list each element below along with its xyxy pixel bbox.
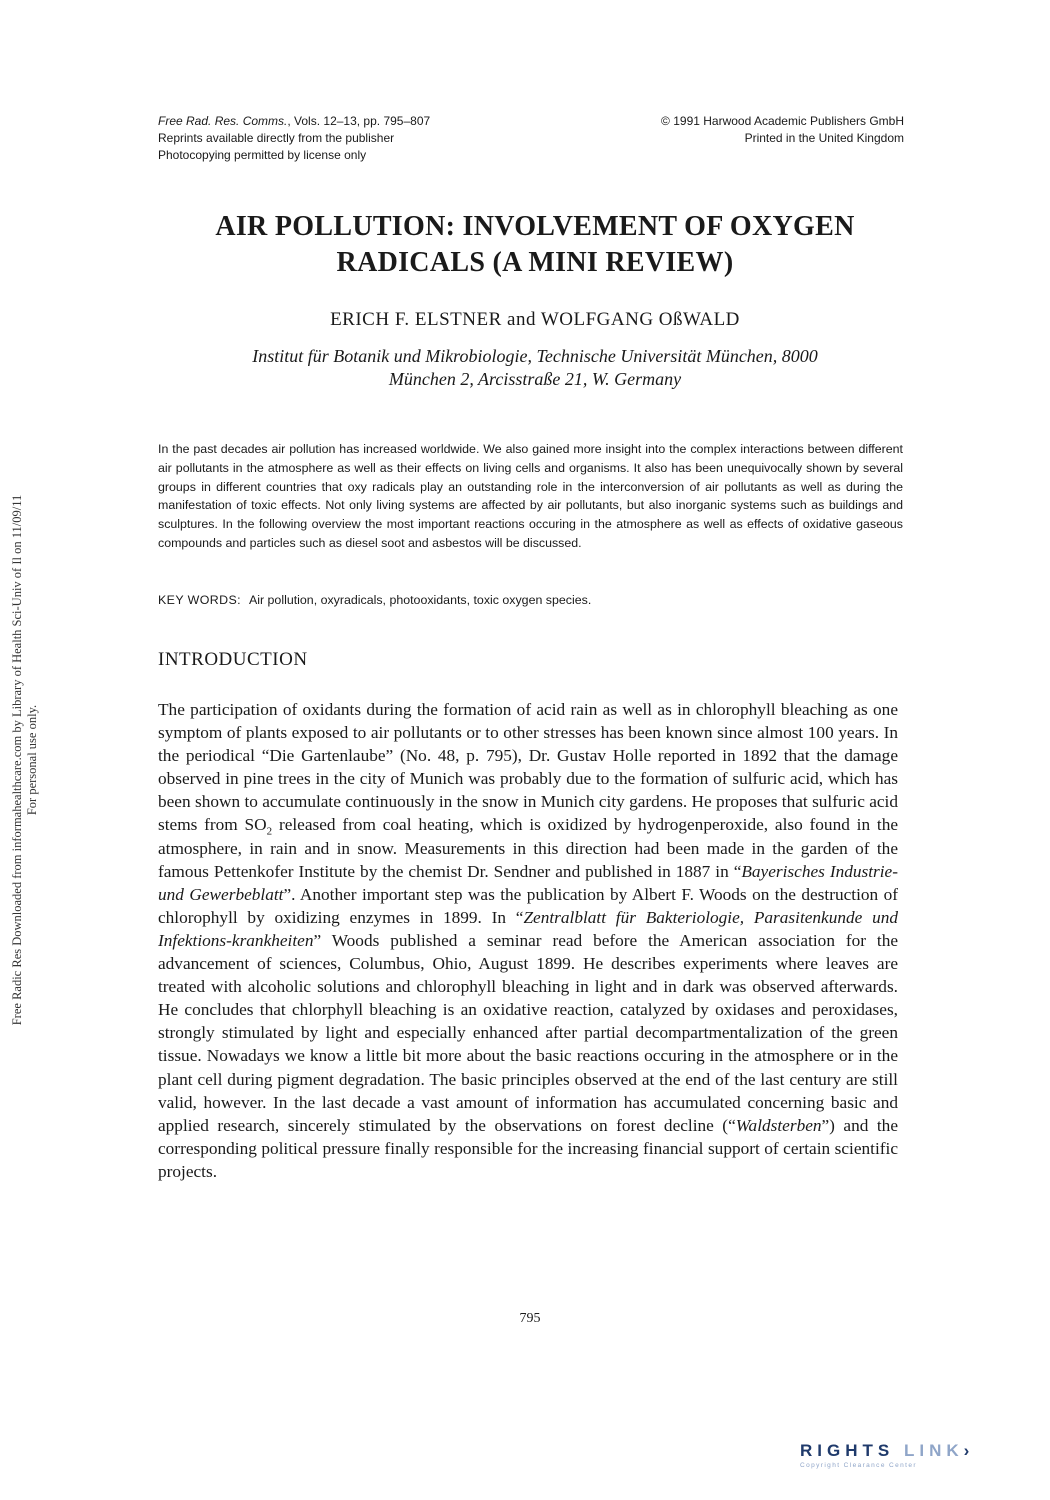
affiliation	[140, 345, 930, 391]
logo-arrow-icon: ›	[963, 1441, 975, 1460]
logo-rights: RIGHTS	[800, 1441, 895, 1460]
keywords	[158, 593, 903, 607]
paper-title	[140, 209, 930, 281]
header-publisher	[574, 113, 904, 147]
body-text-2: released from coal heating, which is oxidized by hydrogenperoxide, also found in the atmosphere, in rain and in snow. Measurements in this direction had been made in the garden of the famous Pettenkofer Institute by the chemist Dr. Sendner and published in 1887 in “	[158, 815, 899, 881]
photocopying-note: Photocopying permitted by license only	[158, 148, 367, 162]
affiliation-line-1: Institut für Botanik und Mikrobiologie, Technische Universität München, 8000	[252, 346, 818, 366]
header-citation	[158, 113, 518, 164]
download-stamp-line-2: For personal use only.	[25, 704, 39, 816]
reprints-note: Reprints available directly from the publisher	[158, 131, 395, 145]
title-line-1: AIR POLLUTION: INVOLVEMENT OF OXYGEN	[215, 211, 855, 242]
authors: ERICH F. ELSTNER and WOLFGANG OßWALD	[330, 309, 740, 330]
so2-subscript: 2	[266, 825, 273, 838]
body-italic-2: Zentralblatt für Bakteriologie, Parasitenkunde und Infektions-krankheiten	[158, 907, 898, 950]
printed-note: Printed in the United Kingdom	[744, 131, 904, 145]
download-stamp-text	[10, 400, 40, 1120]
body-italic-3: Waldsterben	[735, 1115, 822, 1135]
body-text-1: The participation of oxidants during the formation of acid rain as well as in chlorophyll bleaching as one symptom of plants exposed to air pollutants or to other stresses has been known since almost 100 years. In the periodical “Die Gartenlaube” (No. 48, p. 795), Dr. Gustav Holle reported in 1892 that the damage observed in pine trees in the city of Munich was probably due to the formation of sulfuric acid, which has been shown to accumulate continuously in the snow in Munich city gardens. He proposes that sulfuric acid stems from SO	[158, 700, 898, 835]
rightslink-logo[interactable]	[800, 1441, 1005, 1473]
abstract: In the past decades air pollution has increased worldwide. We also gained more insight into the complex interactions between different air pollutants in the atmosphere as well as their effects on living cells and organisms. It also has been unequivocally shown by several groups in different countries that oxy radicals play an outstanding role in the interconversion of air pollutants as well as during the manifestation of toxic effects. Not only living systems are affected by air pollutants, but also inorganic systems such as buildings and sculptures. In the following overview the most important reactions occuring in the atmosphere as well as effects of oxidative gaseous compounds and particles such as diesel soot and asbestos will be discussed.	[158, 442, 903, 550]
keywords-label: KEY WORDS:	[158, 593, 241, 607]
body-text-3: ”. Another important step was the publication by Albert F. Woods on the destruction of chlorophyll by oxidizing enzymes in 1899. In “	[158, 884, 898, 927]
body-italic-1: Bayerisches Industrie- und Gewerbeblatt	[158, 861, 898, 904]
download-stamp-line-1: Free Radic Res Downloaded from informahealthcare.com by Library of Health Sci-Univ of Il on 11/09/11	[10, 494, 24, 1026]
journal-citation	[158, 113, 518, 130]
introduction-body	[158, 698, 898, 1183]
introduction-paragraph	[158, 698, 898, 1183]
volume-pages: , Vols. 12–13, pp. 795–807	[287, 114, 431, 128]
logo-link: LINK	[903, 1441, 964, 1460]
body-text-4: ” Woods published a seminar read before the American association for the advancement of sciences, Columbus, Ohio, August 1899. He describes experiments where leaves are treated with alcoholic solutions and chlorophyll bleaching in light and in dark was observed afterwards. He concludes that chlorphyll bleaching is an oxidative reaction, catalyzed by oxidases and peroxidases, strongly stimulated by light and especially enhanced after partial decompartmentalization of the green tissue. Nowadays we know a little bit more about the basic reactions occuring in the atmosphere or in the plant cell during pigment degradation. The basic principles observed at the end of the last century are still valid, however. In the last decade a vast amount of information has accumulated concerning basic and applied research, sincerely stimulated by the observations on forest decline (“	[158, 930, 898, 1135]
copyright-note: © 1991 Harwood Academic Publishers GmbH	[661, 114, 904, 128]
logo-subtitle: Copyright Clearance Center	[800, 1462, 917, 1469]
keywords-list: Air pollution, oxyradicals, photooxidants, toxic oxygen species.	[248, 593, 592, 607]
title-line-2: RADICALS (A MINI REVIEW)	[336, 247, 734, 278]
affiliation-line-2: München 2, Arcisstraße 21, W. Germany	[388, 369, 682, 389]
download-stamp	[0, 400, 50, 1120]
page-number: 795	[519, 1311, 541, 1326]
rightslink-wordmark	[800, 1441, 1005, 1461]
journal-name: Free Rad. Res. Comms.	[158, 114, 288, 128]
section-heading-introduction: INTRODUCTION	[158, 649, 308, 670]
body-text-5: ”) and the corresponding political pressure finally responsible for the increasing financial support of certain scientific projects.	[158, 1115, 898, 1181]
